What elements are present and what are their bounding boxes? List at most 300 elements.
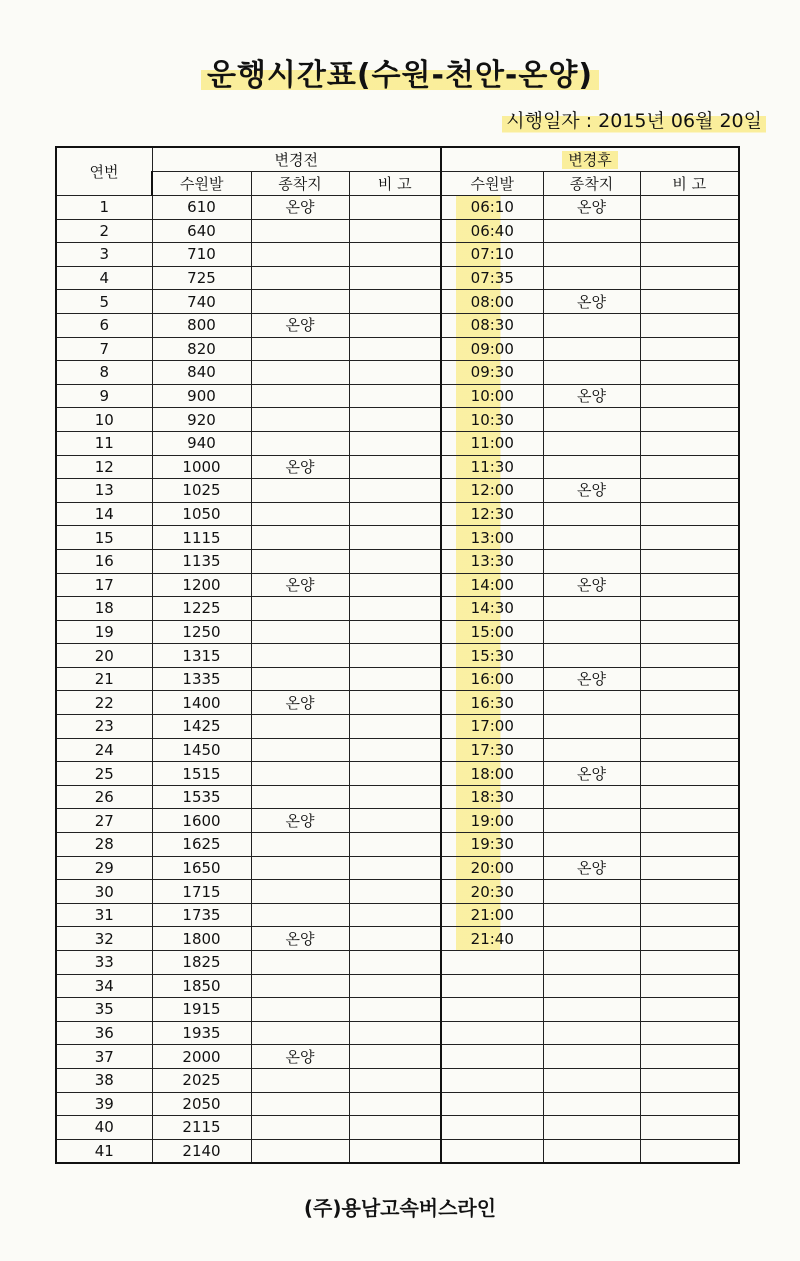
cell-before-terminal [251, 644, 349, 668]
cell-before-depart: 800 [152, 313, 251, 337]
cell-after-note [640, 620, 739, 644]
cell-after-note [640, 597, 739, 621]
cell-after-note [640, 219, 739, 243]
cell-before-depart: 1650 [152, 856, 251, 880]
cell-after-terminal [543, 974, 640, 998]
cell-before-terminal [251, 408, 349, 432]
cell-after-note [640, 431, 739, 455]
cell-after-depart: 16:30 [441, 691, 543, 715]
cell-before-depart: 1850 [152, 974, 251, 998]
cell-no: 2 [56, 219, 152, 243]
cell-after-note [640, 361, 739, 385]
cell-before-terminal [251, 243, 349, 267]
cell-no: 26 [56, 785, 152, 809]
cell-before-terminal: 온양 [251, 809, 349, 833]
cell-no: 18 [56, 597, 152, 621]
cell-before-terminal [251, 597, 349, 621]
table-row [56, 526, 739, 550]
cell-after-terminal [543, 1068, 640, 1092]
schedule-table [55, 146, 740, 1164]
cell-after-note [640, 691, 739, 715]
table-row [56, 219, 739, 243]
cell-before-note [349, 667, 441, 691]
table-row [56, 243, 739, 267]
cell-before-depart: 640 [152, 219, 251, 243]
cell-before-depart: 1025 [152, 479, 251, 503]
cell-before-terminal [251, 785, 349, 809]
cell-after-terminal: 온양 [543, 667, 640, 691]
cell-after-note [640, 243, 739, 267]
cell-after-depart: 17:30 [441, 738, 543, 762]
effective-date [502, 106, 766, 133]
cell-before-depart: 610 [152, 196, 251, 220]
table-row [56, 549, 739, 573]
cell-before-terminal [251, 667, 349, 691]
cell-before-terminal [251, 951, 349, 975]
cell-after-note [640, 903, 739, 927]
cell-after-depart: 21:40 [441, 927, 543, 951]
cell-after-depart [441, 1092, 543, 1116]
cell-before-depart: 1825 [152, 951, 251, 975]
cell-after-depart [441, 1045, 543, 1069]
cell-no: 6 [56, 313, 152, 337]
cell-after-note [640, 384, 739, 408]
cell-after-depart: 18:30 [441, 785, 543, 809]
cell-before-depart: 1715 [152, 880, 251, 904]
cell-after-terminal [543, 1021, 640, 1045]
cell-before-terminal [251, 715, 349, 739]
cell-no: 30 [56, 880, 152, 904]
cell-after-depart: 10:30 [441, 408, 543, 432]
cell-before-depart: 710 [152, 243, 251, 267]
cell-after-depart [441, 974, 543, 998]
cell-after-note [640, 526, 739, 550]
cell-after-terminal [543, 455, 640, 479]
cell-before-depart: 1535 [152, 785, 251, 809]
cell-before-note [349, 833, 441, 857]
cell-after-note [640, 856, 739, 880]
table-row [56, 833, 739, 857]
cell-after-terminal [543, 927, 640, 951]
cell-before-note [349, 337, 441, 361]
cell-no: 39 [56, 1092, 152, 1116]
cell-no: 41 [56, 1139, 152, 1163]
cell-before-depart: 920 [152, 408, 251, 432]
cell-after-note [640, 479, 739, 503]
cell-before-terminal: 온양 [251, 196, 349, 220]
cell-no: 31 [56, 903, 152, 927]
cell-before-note [349, 903, 441, 927]
cell-after-terminal [543, 833, 640, 857]
cell-before-depart: 2050 [152, 1092, 251, 1116]
cell-after-note [640, 715, 739, 739]
cell-after-terminal: 온양 [543, 573, 640, 597]
cell-after-terminal [543, 243, 640, 267]
cell-after-terminal [543, 620, 640, 644]
cell-before-terminal [251, 526, 349, 550]
header-before-note: 비 고 [349, 172, 441, 196]
cell-before-note [349, 1068, 441, 1092]
cell-before-note [349, 408, 441, 432]
cell-before-terminal: 온양 [251, 1045, 349, 1069]
cell-after-depart: 08:00 [441, 290, 543, 314]
table-row [56, 644, 739, 668]
table-row [56, 597, 739, 621]
cell-before-note [349, 951, 441, 975]
cell-before-depart: 1935 [152, 1021, 251, 1045]
cell-after-note [640, 667, 739, 691]
cell-after-note [640, 951, 739, 975]
cell-before-note [349, 1139, 441, 1163]
cell-before-note [349, 290, 441, 314]
cell-after-terminal [543, 526, 640, 550]
cell-after-note [640, 290, 739, 314]
cell-after-depart: 15:00 [441, 620, 543, 644]
cell-before-depart: 1115 [152, 526, 251, 550]
cell-after-note [640, 408, 739, 432]
header-no: 연번 [56, 147, 152, 196]
cell-after-note [640, 1116, 739, 1140]
cell-after-depart [441, 1139, 543, 1163]
cell-after-terminal [543, 1045, 640, 1069]
table-row [56, 1068, 739, 1092]
cell-before-note [349, 715, 441, 739]
cell-after-note [640, 455, 739, 479]
cell-after-terminal [543, 1116, 640, 1140]
table-row [56, 809, 739, 833]
cell-after-depart: 17:00 [441, 715, 543, 739]
cell-before-depart: 840 [152, 361, 251, 385]
cell-before-depart: 1200 [152, 573, 251, 597]
cell-before-note [349, 785, 441, 809]
cell-before-terminal: 온양 [251, 573, 349, 597]
table-row [56, 361, 739, 385]
cell-after-terminal [543, 219, 640, 243]
cell-before-terminal: 온양 [251, 927, 349, 951]
cell-no: 11 [56, 431, 152, 455]
cell-before-depart: 1600 [152, 809, 251, 833]
document-title-text: 운행시간표(수원-천안-온양) [201, 58, 599, 93]
cell-after-depart: 19:00 [441, 809, 543, 833]
cell-after-depart: 09:30 [441, 361, 543, 385]
header-row-columns [56, 172, 739, 196]
table-row [56, 455, 739, 479]
cell-after-terminal [543, 431, 640, 455]
cell-no: 19 [56, 620, 152, 644]
cell-after-depart: 19:30 [441, 833, 543, 857]
cell-before-note [349, 1116, 441, 1140]
cell-before-depart: 1735 [152, 903, 251, 927]
header-after-text: 변경후 [562, 151, 617, 169]
cell-before-depart: 1425 [152, 715, 251, 739]
table-row [56, 762, 739, 786]
table-row [56, 691, 739, 715]
cell-before-note [349, 549, 441, 573]
cell-no: 34 [56, 974, 152, 998]
cell-before-terminal [251, 974, 349, 998]
cell-before-depart: 820 [152, 337, 251, 361]
cell-before-depart: 2025 [152, 1068, 251, 1092]
cell-before-note [349, 856, 441, 880]
cell-before-terminal [251, 738, 349, 762]
header-after-depart: 수원발 [441, 172, 543, 196]
cell-after-note [640, 337, 739, 361]
cell-after-terminal: 온양 [543, 196, 640, 220]
cell-after-depart: 06:10 [441, 196, 543, 220]
cell-after-note [640, 998, 739, 1022]
cell-after-depart [441, 998, 543, 1022]
cell-before-depart: 740 [152, 290, 251, 314]
cell-before-terminal [251, 856, 349, 880]
cell-before-depart: 1135 [152, 549, 251, 573]
cell-after-depart: 12:00 [441, 479, 543, 503]
cell-before-terminal [251, 1021, 349, 1045]
cell-after-terminal: 온양 [543, 762, 640, 786]
table-row [56, 1092, 739, 1116]
table-row [56, 667, 739, 691]
cell-before-note [349, 762, 441, 786]
cell-before-note [349, 1092, 441, 1116]
schedule-rows [56, 196, 739, 1164]
cell-before-depart: 1250 [152, 620, 251, 644]
cell-before-depart: 1335 [152, 667, 251, 691]
table-row [56, 266, 739, 290]
cell-before-note [349, 479, 441, 503]
cell-no: 23 [56, 715, 152, 739]
table-row [56, 1021, 739, 1045]
table-row [56, 785, 739, 809]
cell-before-terminal [251, 620, 349, 644]
cell-after-depart: 20:00 [441, 856, 543, 880]
cell-after-note [640, 1021, 739, 1045]
cell-after-depart: 10:00 [441, 384, 543, 408]
table-row [56, 1116, 739, 1140]
cell-after-depart: 14:00 [441, 573, 543, 597]
table-row [56, 903, 739, 927]
cell-before-terminal [251, 1092, 349, 1116]
table-row [56, 1045, 739, 1069]
cell-before-note [349, 880, 441, 904]
header-row-group [56, 147, 739, 172]
cell-no: 21 [56, 667, 152, 691]
cell-before-terminal: 온양 [251, 455, 349, 479]
cell-after-terminal [543, 809, 640, 833]
cell-before-note [349, 573, 441, 597]
cell-before-terminal [251, 1116, 349, 1140]
cell-after-note [640, 644, 739, 668]
cell-after-terminal: 온양 [543, 856, 640, 880]
cell-before-depart: 940 [152, 431, 251, 455]
cell-after-note [640, 1068, 739, 1092]
cell-no: 4 [56, 266, 152, 290]
cell-after-terminal [543, 785, 640, 809]
cell-before-note [349, 597, 441, 621]
table-row [56, 290, 739, 314]
cell-before-depart: 2115 [152, 1116, 251, 1140]
cell-before-note [349, 927, 441, 951]
cell-before-depart: 1450 [152, 738, 251, 762]
cell-no: 16 [56, 549, 152, 573]
cell-before-terminal [251, 290, 349, 314]
cell-before-note [349, 361, 441, 385]
cell-after-depart: 08:30 [441, 313, 543, 337]
cell-before-note [349, 313, 441, 337]
cell-after-depart: 18:00 [441, 762, 543, 786]
cell-after-note [640, 785, 739, 809]
cell-after-terminal [543, 597, 640, 621]
cell-no: 9 [56, 384, 152, 408]
table-row [56, 196, 739, 220]
cell-no: 25 [56, 762, 152, 786]
header-before-depart: 수원발 [152, 172, 251, 196]
cell-before-terminal [251, 502, 349, 526]
cell-no: 10 [56, 408, 152, 432]
cell-before-note [349, 644, 441, 668]
table-row [56, 927, 739, 951]
cell-after-depart: 11:30 [441, 455, 543, 479]
table-row [56, 313, 739, 337]
cell-after-note [640, 549, 739, 573]
cell-before-terminal [251, 337, 349, 361]
cell-after-terminal [543, 1139, 640, 1163]
cell-after-terminal [543, 408, 640, 432]
cell-before-terminal [251, 266, 349, 290]
cell-before-note [349, 431, 441, 455]
table-row [56, 431, 739, 455]
table-row [56, 479, 739, 503]
cell-after-note [640, 833, 739, 857]
cell-after-terminal [543, 266, 640, 290]
table-row [56, 384, 739, 408]
cell-after-note [640, 762, 739, 786]
cell-no: 7 [56, 337, 152, 361]
cell-before-terminal [251, 431, 349, 455]
cell-before-note [349, 219, 441, 243]
cell-no: 3 [56, 243, 152, 267]
cell-before-terminal [251, 762, 349, 786]
cell-after-depart: 09:00 [441, 337, 543, 361]
cell-no: 12 [56, 455, 152, 479]
cell-after-terminal [543, 691, 640, 715]
cell-after-depart: 12:30 [441, 502, 543, 526]
cell-before-depart: 1050 [152, 502, 251, 526]
cell-before-terminal [251, 833, 349, 857]
cell-after-note [640, 1092, 739, 1116]
cell-before-depart: 1000 [152, 455, 251, 479]
cell-no: 35 [56, 998, 152, 1022]
table-row [56, 573, 739, 597]
cell-no: 33 [56, 951, 152, 975]
cell-after-terminal [543, 880, 640, 904]
cell-before-note [349, 998, 441, 1022]
cell-after-note [640, 809, 739, 833]
cell-after-depart: 07:10 [441, 243, 543, 267]
cell-after-depart: 15:30 [441, 644, 543, 668]
cell-before-note [349, 1021, 441, 1045]
cell-after-terminal [543, 337, 640, 361]
cell-before-depart: 1515 [152, 762, 251, 786]
cell-before-depart: 1625 [152, 833, 251, 857]
cell-before-depart: 1400 [152, 691, 251, 715]
cell-before-note [349, 691, 441, 715]
cell-after-terminal [543, 715, 640, 739]
cell-before-note [349, 809, 441, 833]
cell-after-note [640, 1139, 739, 1163]
table-row [56, 974, 739, 998]
table-row [56, 715, 739, 739]
cell-before-terminal [251, 219, 349, 243]
cell-no: 32 [56, 927, 152, 951]
cell-before-terminal: 온양 [251, 691, 349, 715]
cell-before-depart: 1800 [152, 927, 251, 951]
cell-after-terminal: 온양 [543, 290, 640, 314]
header-before-group: 변경전 [152, 147, 441, 172]
cell-before-note [349, 1045, 441, 1069]
cell-after-depart [441, 1116, 543, 1140]
table-row [56, 337, 739, 361]
cell-after-depart: 06:40 [441, 219, 543, 243]
cell-after-terminal [543, 502, 640, 526]
cell-before-depart: 725 [152, 266, 251, 290]
cell-before-note [349, 243, 441, 267]
cell-no: 14 [56, 502, 152, 526]
cell-no: 13 [56, 479, 152, 503]
table-row [56, 998, 739, 1022]
cell-before-note [349, 502, 441, 526]
cell-after-depart: 13:30 [441, 549, 543, 573]
cell-after-note [640, 573, 739, 597]
table-row [56, 502, 739, 526]
cell-before-terminal [251, 1139, 349, 1163]
cell-before-note [349, 738, 441, 762]
cell-after-terminal [543, 644, 640, 668]
cell-no: 37 [56, 1045, 152, 1069]
cell-after-note [640, 974, 739, 998]
cell-after-terminal: 온양 [543, 384, 640, 408]
cell-no: 38 [56, 1068, 152, 1092]
cell-before-note [349, 196, 441, 220]
cell-before-depart: 2140 [152, 1139, 251, 1163]
cell-after-terminal [543, 903, 640, 927]
cell-after-depart [441, 1021, 543, 1045]
cell-before-terminal [251, 1068, 349, 1092]
cell-after-note [640, 266, 739, 290]
cell-before-note [349, 266, 441, 290]
table-row [56, 738, 739, 762]
cell-no: 28 [56, 833, 152, 857]
cell-before-depart: 1225 [152, 597, 251, 621]
cell-before-terminal [251, 998, 349, 1022]
table-row [56, 880, 739, 904]
table-row [56, 856, 739, 880]
cell-after-depart: 21:00 [441, 903, 543, 927]
cell-before-note [349, 620, 441, 644]
cell-before-terminal [251, 903, 349, 927]
cell-before-terminal: 온양 [251, 313, 349, 337]
cell-before-note [349, 526, 441, 550]
cell-after-terminal [543, 313, 640, 337]
table-row [56, 620, 739, 644]
cell-after-note [640, 502, 739, 526]
cell-before-depart: 1915 [152, 998, 251, 1022]
table-row [56, 408, 739, 432]
cell-no: 1 [56, 196, 152, 220]
cell-after-note [640, 313, 739, 337]
cell-no: 27 [56, 809, 152, 833]
effective-date-text: 시행일자 : 2015년 06월 20일 [502, 108, 766, 134]
cell-no: 24 [56, 738, 152, 762]
header-before-terminal: 종착지 [251, 172, 349, 196]
